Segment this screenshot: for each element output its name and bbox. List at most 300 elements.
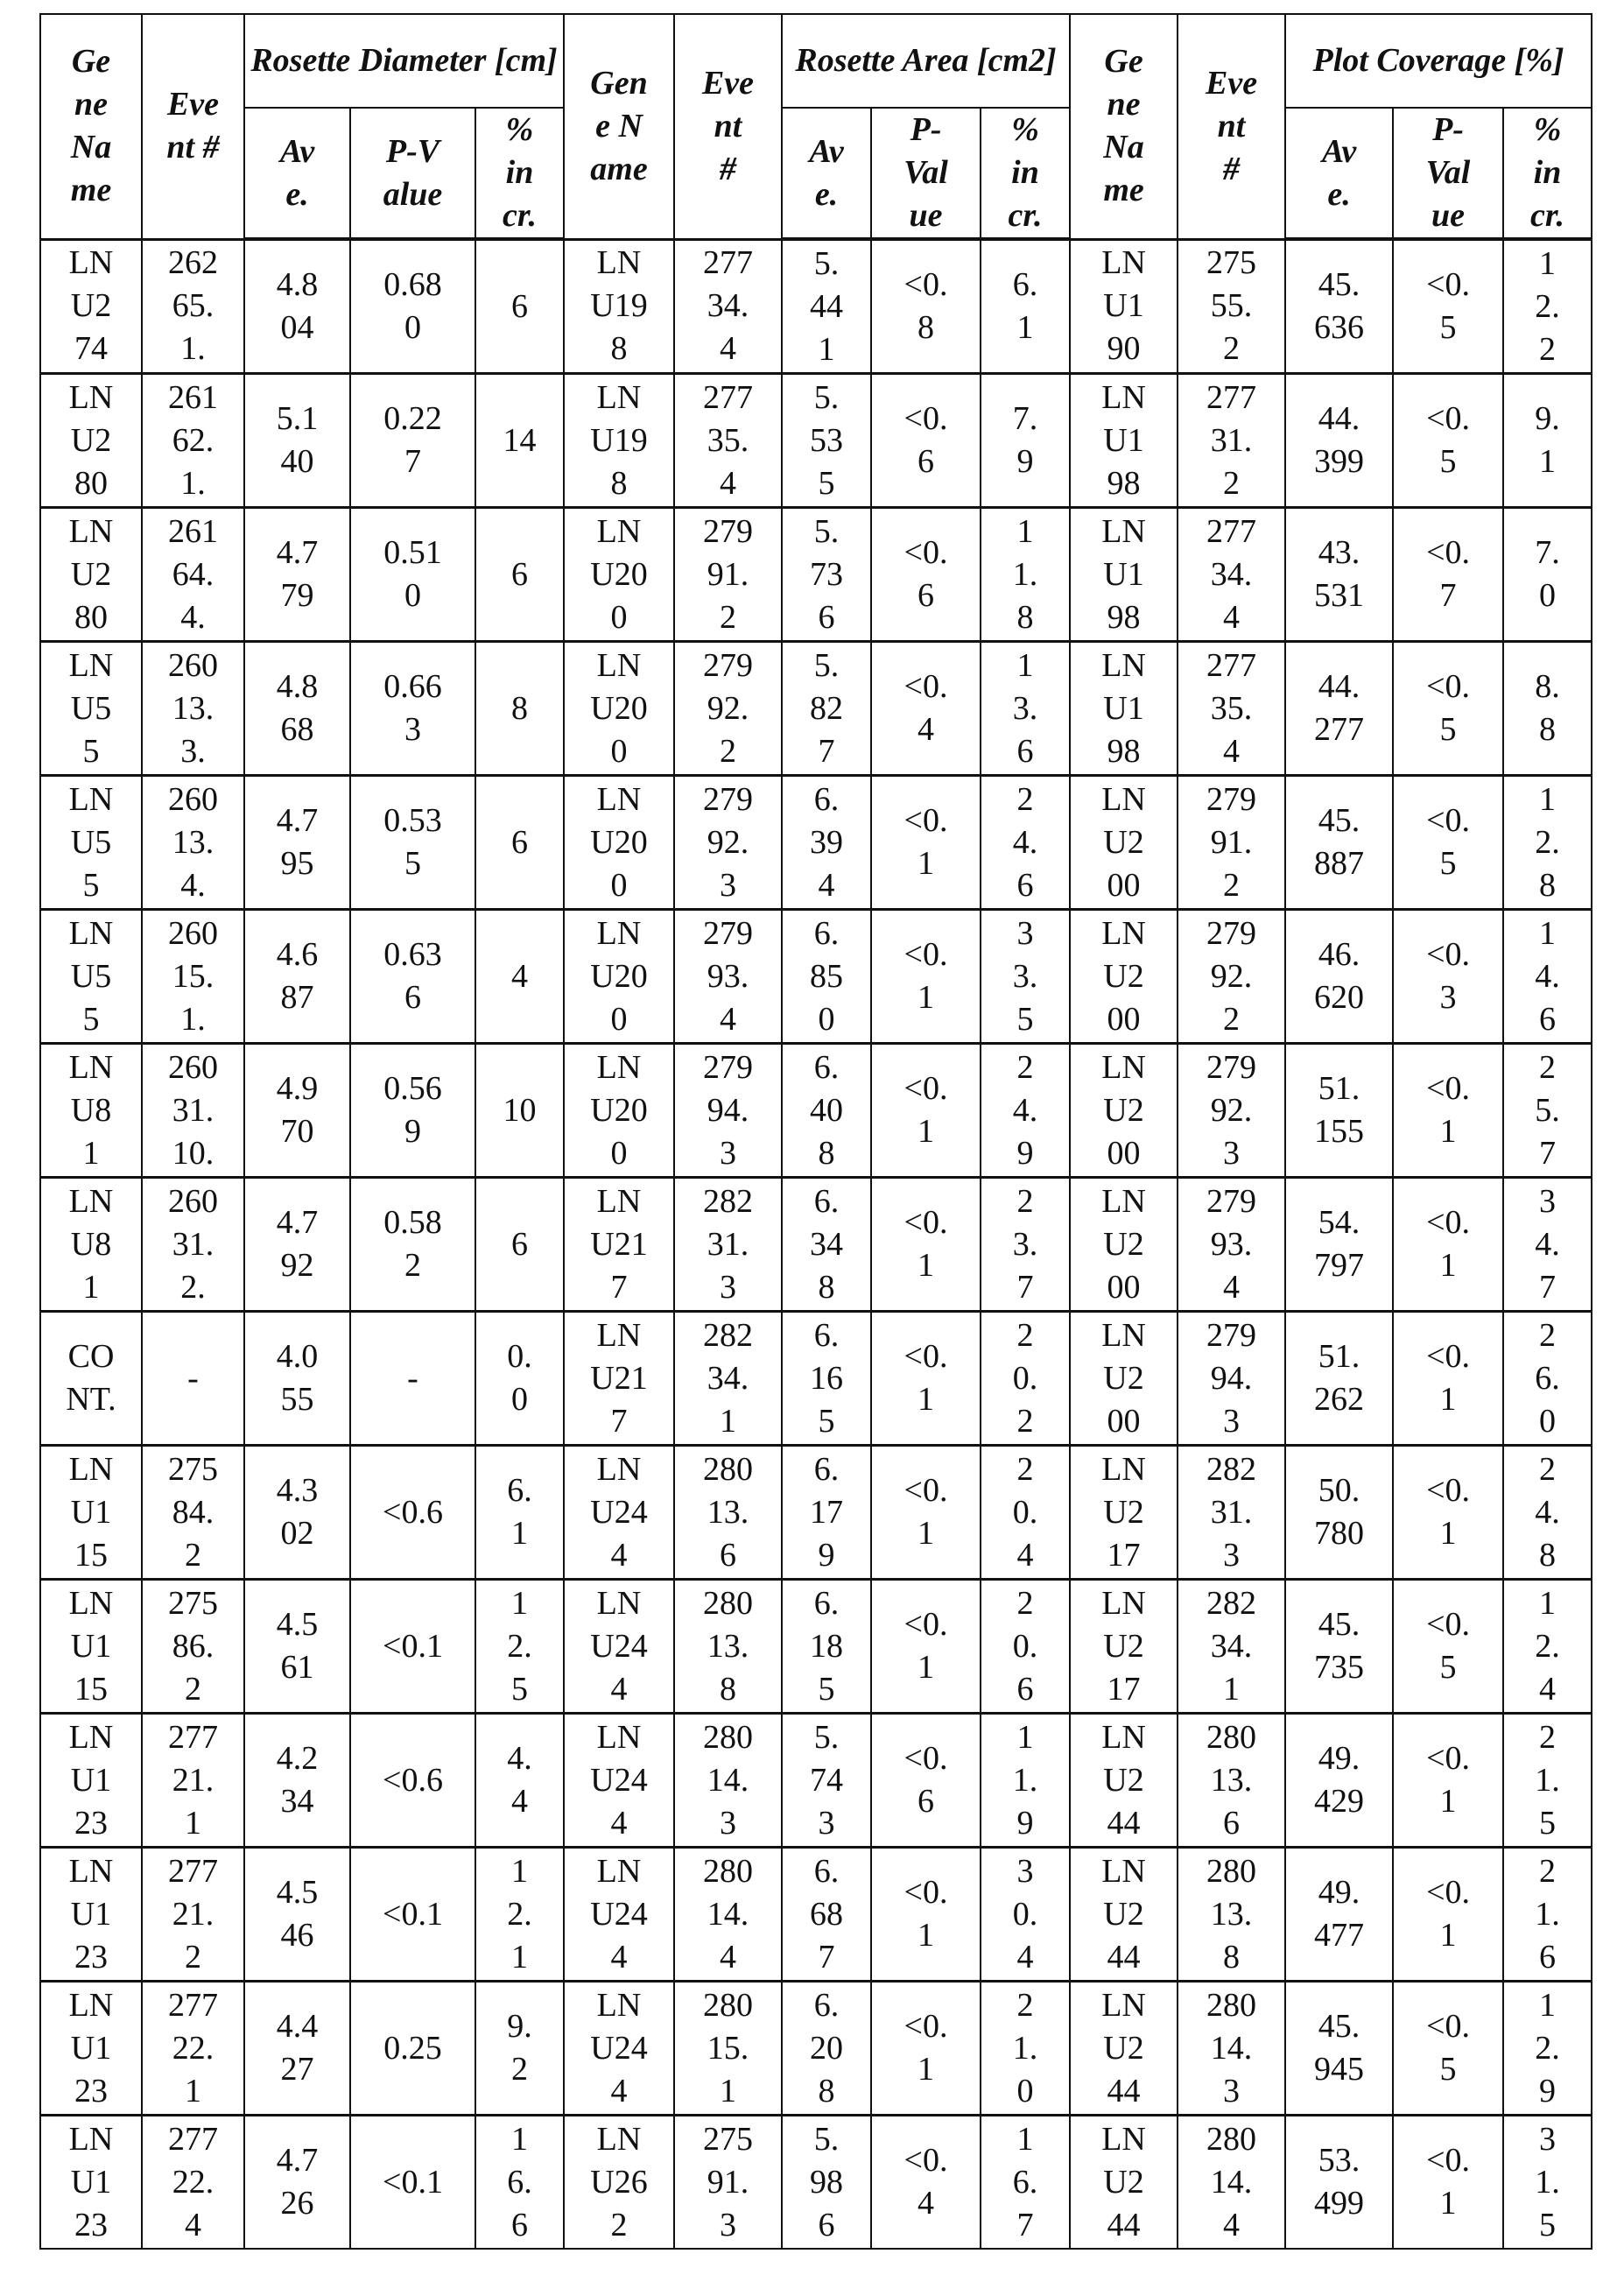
event-cell-text: 28013.8 [1206, 1850, 1258, 1979]
percent-increase-cell [981, 374, 1070, 508]
p-value-cell-text: <0.7 [1424, 532, 1473, 617]
ave-cell-text: 6.850 [808, 912, 845, 1041]
ave-header [244, 108, 350, 239]
ave-cell [1285, 1848, 1393, 1982]
ave-cell [244, 508, 350, 642]
percent-increase-cell [475, 1848, 564, 1982]
percent-increase-cell-text: 16.7 [1007, 2118, 1044, 2247]
p-value-cell [350, 1044, 475, 1178]
event-cell-text: 28014.3 [1206, 1984, 1258, 2113]
p-value-cell-text: 0.582 [380, 1201, 446, 1287]
p-value-cell [1393, 910, 1503, 1044]
event-cell [1178, 1446, 1285, 1580]
percent-increase-cell-text: 12.4 [1529, 1582, 1566, 1711]
event-cell [142, 239, 244, 374]
ave-cell-text: 44.277 [1313, 666, 1366, 751]
event-cell [674, 1044, 782, 1178]
event-cell [142, 1044, 244, 1178]
ave-cell [782, 508, 871, 642]
gene-name-cell-text: LNU262 [588, 2118, 650, 2247]
ave-cell-text: 49.429 [1313, 1737, 1366, 1823]
ave-cell-text: 6.208 [808, 1984, 845, 2113]
gene-name-cell-text: LNU217 [588, 1314, 650, 1443]
percent-increase-cell-text: 6.1 [502, 1469, 538, 1555]
ave-cell-text: 4.302 [273, 1469, 321, 1555]
ave-cell-text: 4.055 [273, 1335, 321, 1421]
percent-increase-cell [475, 1446, 564, 1580]
ave-cell-text: 5.743 [808, 1716, 845, 1845]
ave-cell-text: 4.804 [273, 264, 321, 349]
gene-name-cell [40, 508, 142, 642]
p-value-cell [1393, 776, 1503, 910]
percent-increase-cell [475, 239, 564, 374]
p-value-header-text: P-Value [1424, 109, 1473, 237]
percent-increase-cell [475, 508, 564, 642]
gene-name-cell-text: LNU115 [65, 1448, 117, 1577]
ave-cell [782, 1580, 871, 1714]
percent-increase-cell [475, 1580, 564, 1714]
table-row [40, 2116, 1592, 2250]
gene-name-cell-text: LNU55 [65, 912, 117, 1041]
percent-increase-cell [981, 1044, 1070, 1178]
ave-cell-text: 45.887 [1313, 799, 1366, 885]
event-cell [142, 1580, 244, 1714]
ave-cell [782, 1044, 871, 1178]
percent-increase-cell-text: 14 [502, 419, 538, 462]
percent-increase-cell-text: 12.9 [1529, 1984, 1566, 2113]
event-cell [674, 1580, 782, 1714]
event-cell-text: 27991.2 [702, 511, 755, 639]
event-cell [142, 776, 244, 910]
percent-increase-cell-text: 4 [502, 955, 538, 998]
p-value-cell [350, 910, 475, 1044]
percent-increase-header [1503, 108, 1592, 239]
p-value-cell-text: <0.1 [902, 2005, 950, 2091]
percent-increase-cell [475, 776, 564, 910]
percent-increase-cell [1503, 1044, 1592, 1178]
percent-increase-cell [981, 1580, 1070, 1714]
percent-increase-cell-text: 20.6 [1007, 1582, 1044, 1711]
p-value-cell [871, 1580, 981, 1714]
event-cell-text: 26031.2. [165, 1180, 221, 1309]
event-cell [1178, 642, 1285, 776]
percent-increase-header-text: % incr. [1529, 109, 1566, 237]
percent-increase-cell-text: 23.7 [1007, 1180, 1044, 1309]
percent-increase-cell [475, 374, 564, 508]
p-value-cell-text: - [380, 1357, 446, 1400]
ave-cell [1285, 1982, 1393, 2116]
p-value-cell-text: 0.663 [380, 666, 446, 751]
gene-name-cell-text: LNU200 [1100, 1180, 1148, 1309]
p-value-cell-text: <0.1 [1424, 2139, 1473, 2225]
percent-increase-cell [981, 508, 1070, 642]
event-cell-text: 26013.3. [165, 644, 221, 773]
ave-cell [244, 239, 350, 374]
gene-name-cell-text: LNU190 [1100, 242, 1148, 370]
percent-increase-cell-text: 24.9 [1007, 1046, 1044, 1175]
percent-increase-cell-text: 14.6 [1529, 912, 1566, 1041]
event-cell [1178, 1580, 1285, 1714]
event-cell-text: 27994.3 [1206, 1314, 1258, 1443]
event-header-text: Event # [1206, 62, 1258, 191]
event-cell [674, 1848, 782, 1982]
ave-header-text: Ave. [273, 130, 321, 216]
ave-cell-text: 51.155 [1313, 1067, 1366, 1153]
gene-name-cell-text: LNU200 [588, 912, 650, 1041]
gene-name-cell [564, 1044, 674, 1178]
event-cell [142, 1848, 244, 1982]
gene-name-cell-text: LNU55 [65, 644, 117, 773]
percent-increase-cell [1503, 374, 1592, 508]
event-cell-text: 27591.3 [702, 2118, 755, 2247]
percent-increase-cell [981, 1982, 1070, 2116]
ave-cell-text: 6.165 [808, 1314, 845, 1443]
event-cell [142, 508, 244, 642]
ave-cell-text: 4.687 [273, 933, 321, 1019]
ave-cell-text: 4.234 [273, 1737, 321, 1823]
gene-name-cell-text: LNU198 [1100, 377, 1148, 505]
p-value-cell [1393, 1312, 1503, 1446]
ave-cell [782, 1178, 871, 1312]
ave-cell [1285, 1580, 1393, 1714]
percent-increase-cell [1503, 2116, 1592, 2250]
gene-name-cell [564, 1580, 674, 1714]
event-cell [142, 1982, 244, 2116]
p-value-cell-text: 0.510 [380, 532, 446, 617]
ave-cell-text: 4.726 [273, 2139, 321, 2225]
percent-increase-cell-text: 7.0 [1529, 532, 1566, 617]
gene-name-cell [40, 374, 142, 508]
gene-name-cell [564, 374, 674, 508]
ave-cell [1285, 508, 1393, 642]
p-value-cell [1393, 508, 1503, 642]
subheader-row [40, 108, 1592, 239]
p-value-cell [871, 2116, 981, 2250]
event-cell [674, 910, 782, 1044]
event-cell [1178, 910, 1285, 1044]
gene-name-cell-text: LNU244 [588, 1984, 650, 2113]
p-value-cell [350, 508, 475, 642]
event-cell [1178, 1848, 1285, 1982]
gene-name-header-text: Gene Name [588, 62, 650, 191]
gene-name-cell-text: LNU244 [588, 1582, 650, 1711]
ave-cell-text: 54.797 [1313, 1201, 1366, 1287]
event-cell-text: 27722.4 [165, 2118, 221, 2247]
p-value-cell [350, 1714, 475, 1848]
table-row [40, 1580, 1592, 1714]
table-row [40, 1178, 1592, 1312]
percent-increase-cell-text: 12.8 [1529, 778, 1566, 907]
event-cell [674, 508, 782, 642]
gene-name-cell [40, 1044, 142, 1178]
p-value-cell [350, 1580, 475, 1714]
p-value-header [1393, 108, 1503, 239]
ave-cell [1285, 2116, 1393, 2250]
event-cell [142, 910, 244, 1044]
ave-cell-text: 6.687 [808, 1850, 845, 1979]
ave-cell [782, 2116, 871, 2250]
gene-name-cell [40, 642, 142, 776]
gene-name-cell [564, 1982, 674, 2116]
event-cell-text: 28231.3 [702, 1180, 755, 1309]
event-cell-text: 26162.1. [165, 377, 221, 505]
ave-cell [244, 1580, 350, 1714]
p-value-cell-text: <0.1 [1424, 1737, 1473, 1823]
p-value-cell-text: <0.6 [380, 1491, 446, 1534]
ave-cell-text: 5.827 [808, 644, 845, 773]
gene-name-cell-text: LNU81 [65, 1046, 117, 1175]
ave-cell-text: 4.868 [273, 666, 321, 751]
event-header-text: Event # [702, 62, 755, 191]
percent-increase-cell [1503, 1714, 1592, 1848]
ave-cell-text: 4.561 [273, 1603, 321, 1689]
event-cell-text: 27721.2 [165, 1850, 221, 1979]
p-value-cell [350, 1982, 475, 2116]
p-value-cell-text: <0.1 [380, 2161, 446, 2204]
gene-name-cell [40, 910, 142, 1044]
group-header-text: Rosette Diameter [cm] [250, 39, 557, 82]
p-value-cell-text: <0.1 [902, 1603, 950, 1689]
event-cell-text: 27992.2 [1206, 912, 1258, 1041]
ave-cell [782, 776, 871, 910]
percent-increase-cell-text: 26.0 [1529, 1314, 1566, 1443]
gene-name-cell [40, 1446, 142, 1580]
p-value-header-text: P-Value [380, 130, 446, 216]
p-value-cell-text: <0.1 [902, 1201, 950, 1287]
p-value-cell [871, 910, 981, 1044]
percent-increase-cell-text: 12.2 [1529, 243, 1566, 371]
event-header [142, 14, 244, 239]
gene-name-cell [1070, 239, 1178, 374]
group-header [1285, 14, 1592, 108]
percent-increase-cell-text: 10 [502, 1089, 538, 1132]
gene-name-cell [1070, 1446, 1178, 1580]
percent-increase-cell [475, 1312, 564, 1446]
percent-increase-cell-text: 20.4 [1007, 1448, 1044, 1577]
p-value-cell-text: <0.1 [902, 799, 950, 885]
p-value-cell-text: <0.8 [902, 264, 950, 349]
ave-cell-text: 5.140 [273, 398, 321, 483]
gene-name-cell-text: LNU198 [588, 377, 650, 505]
event-cell-text: 28013.8 [702, 1582, 755, 1711]
percent-increase-cell [1503, 1982, 1592, 2116]
gene-name-cell-text: LNU244 [1100, 2118, 1148, 2247]
gene-name-header [40, 14, 142, 239]
p-value-cell [1393, 1848, 1503, 1982]
gene-name-cell [564, 776, 674, 910]
p-value-cell [1393, 1044, 1503, 1178]
gene-name-cell-text: LNU200 [588, 644, 650, 773]
event-cell-text: 27735.4 [702, 377, 755, 505]
ave-cell [782, 910, 871, 1044]
p-value-cell [350, 1312, 475, 1446]
event-cell [674, 642, 782, 776]
event-cell [1178, 374, 1285, 508]
p-value-cell [350, 1178, 475, 1312]
p-value-cell [871, 1178, 981, 1312]
ave-cell-text: 46.620 [1313, 933, 1366, 1019]
table-row [40, 1848, 1592, 1982]
table-row [40, 642, 1592, 776]
ave-cell [1285, 1044, 1393, 1178]
p-value-cell-text: <0.1 [1424, 1871, 1473, 1957]
event-cell [674, 1714, 782, 1848]
percent-increase-cell-text: 20.2 [1007, 1314, 1044, 1443]
gene-name-header-text: Gene Name [65, 40, 117, 212]
ave-header [1285, 108, 1393, 239]
percent-increase-cell-text: 16.6 [502, 2118, 538, 2247]
gene-name-cell-text: LNU244 [1100, 1716, 1148, 1845]
percent-increase-header [475, 108, 564, 239]
percent-increase-header-text: % incr. [502, 109, 538, 237]
ave-header-text: Ave. [1313, 130, 1366, 216]
gene-name-cell [564, 1848, 674, 1982]
percent-increase-cell-text: 6 [502, 285, 538, 328]
p-value-cell-text: <0.1 [902, 933, 950, 1019]
ave-cell [244, 1178, 350, 1312]
percent-increase-cell [1503, 1446, 1592, 1580]
gene-name-cell [1070, 776, 1178, 910]
percent-increase-cell [1503, 1178, 1592, 1312]
results-table [39, 13, 1592, 2250]
percent-increase-cell [1503, 1848, 1592, 1982]
percent-increase-cell [1503, 508, 1592, 642]
event-cell-text: 28234.1 [1206, 1582, 1258, 1711]
gene-name-cell-text: CONT. [65, 1335, 117, 1421]
gene-name-cell-text: LNU200 [1100, 912, 1148, 1041]
p-value-cell-text: <0.1 [902, 1335, 950, 1421]
percent-increase-cell-text: 7.9 [1007, 398, 1044, 483]
p-value-cell [871, 1714, 981, 1848]
event-cell-text: 26031.10. [165, 1046, 221, 1175]
p-value-cell-text: <0.1 [1424, 1201, 1473, 1287]
ave-cell-text: 45.735 [1313, 1603, 1366, 1689]
ave-cell-text: 4.970 [273, 1067, 321, 1153]
p-value-cell-text: <0.5 [1424, 2005, 1473, 2091]
event-cell [142, 642, 244, 776]
p-value-cell-text: <0.3 [1424, 933, 1473, 1019]
event-cell-text: 28013.6 [702, 1448, 755, 1577]
percent-increase-cell [1503, 910, 1592, 1044]
percent-increase-cell-text: 6 [502, 1223, 538, 1266]
event-cell-text: 28013.6 [1206, 1716, 1258, 1845]
gene-name-cell-text: LNU244 [1100, 1850, 1148, 1979]
gene-name-cell [564, 1446, 674, 1580]
gene-name-cell [40, 1178, 142, 1312]
gene-name-cell [1070, 910, 1178, 1044]
percent-increase-cell [981, 1446, 1070, 1580]
percent-increase-cell [981, 910, 1070, 1044]
ave-cell-text: 49.477 [1313, 1871, 1366, 1957]
p-value-cell [350, 1848, 475, 1982]
event-cell [674, 1312, 782, 1446]
event-cell [142, 1714, 244, 1848]
gene-name-cell [40, 239, 142, 374]
percent-increase-cell-text: 6.1 [1007, 264, 1044, 349]
table-row [40, 374, 1592, 508]
gene-name-cell-text: LNU200 [588, 1046, 650, 1175]
gene-name-cell-text: LNU198 [1100, 644, 1148, 773]
event-cell [1178, 1714, 1285, 1848]
p-value-cell [350, 776, 475, 910]
event-cell-text: 27584.2 [165, 1448, 221, 1577]
ave-cell [244, 910, 350, 1044]
event-cell [674, 1446, 782, 1580]
p-value-cell-text: <0.4 [902, 2139, 950, 2225]
ave-cell [782, 642, 871, 776]
p-value-cell [350, 374, 475, 508]
gene-name-cell-text: LNU123 [65, 1984, 117, 2113]
ave-cell-text: 44.399 [1313, 398, 1366, 483]
p-value-cell [1393, 1982, 1503, 2116]
event-cell-text: 28014.4 [702, 1850, 755, 1979]
event-cell [1178, 1982, 1285, 2116]
p-value-cell [871, 1312, 981, 1446]
event-cell-text: 26015.1. [165, 912, 221, 1041]
p-value-cell-text: 0.227 [380, 398, 446, 483]
percent-increase-cell [981, 1312, 1070, 1446]
p-value-cell-text: 0.535 [380, 799, 446, 885]
ave-cell-text: 6.185 [808, 1582, 845, 1711]
ave-cell [244, 1714, 350, 1848]
percent-increase-cell-text: 24.8 [1529, 1448, 1566, 1577]
ave-cell [782, 239, 871, 374]
gene-name-cell [564, 2116, 674, 2250]
p-value-cell [1393, 1178, 1503, 1312]
percent-increase-cell [475, 642, 564, 776]
gene-name-header [564, 14, 674, 239]
table-row [40, 1312, 1592, 1446]
event-cell [142, 2116, 244, 2250]
percent-increase-cell-text: 34.7 [1529, 1180, 1566, 1309]
ave-cell-text: 4.779 [273, 532, 321, 617]
p-value-cell-text: <0.1 [1424, 1469, 1473, 1555]
p-value-cell [350, 642, 475, 776]
ave-cell-text: 45.636 [1313, 264, 1366, 349]
event-cell-text: 27992.2 [702, 644, 755, 773]
ave-cell [244, 1312, 350, 1446]
percent-increase-cell [1503, 776, 1592, 910]
percent-increase-cell [981, 2116, 1070, 2250]
ave-cell [244, 374, 350, 508]
p-value-cell [1393, 374, 1503, 508]
p-value-cell [871, 1982, 981, 2116]
ave-cell [244, 1848, 350, 1982]
event-cell-text: 27721.1 [165, 1716, 221, 1845]
gene-name-cell-text: LNU244 [588, 1850, 650, 1979]
gene-name-cell [1070, 2116, 1178, 2250]
percent-increase-cell-text: 12.5 [502, 1582, 538, 1711]
p-value-cell-text: <0.1 [380, 1893, 446, 1936]
event-cell-text: 27734.4 [702, 242, 755, 370]
gene-name-cell [564, 1312, 674, 1446]
p-value-cell-text: <0.5 [1424, 398, 1473, 483]
gene-name-cell [1070, 1714, 1178, 1848]
header-row [40, 14, 1592, 108]
p-value-cell [1393, 1446, 1503, 1580]
p-value-cell [871, 508, 981, 642]
ave-cell [782, 1446, 871, 1580]
percent-increase-cell [981, 776, 1070, 910]
event-cell-text: 27555.2 [1206, 242, 1258, 370]
gene-name-cell-text: LNU217 [1100, 1582, 1148, 1711]
gene-name-cell [564, 642, 674, 776]
ave-cell-text: 4.427 [273, 2005, 321, 2091]
group-header-text: Plot Coverage [%] [1313, 39, 1564, 82]
gene-name-cell [1070, 1044, 1178, 1178]
percent-increase-cell [475, 1982, 564, 2116]
ave-cell-text: 6.394 [808, 778, 845, 907]
